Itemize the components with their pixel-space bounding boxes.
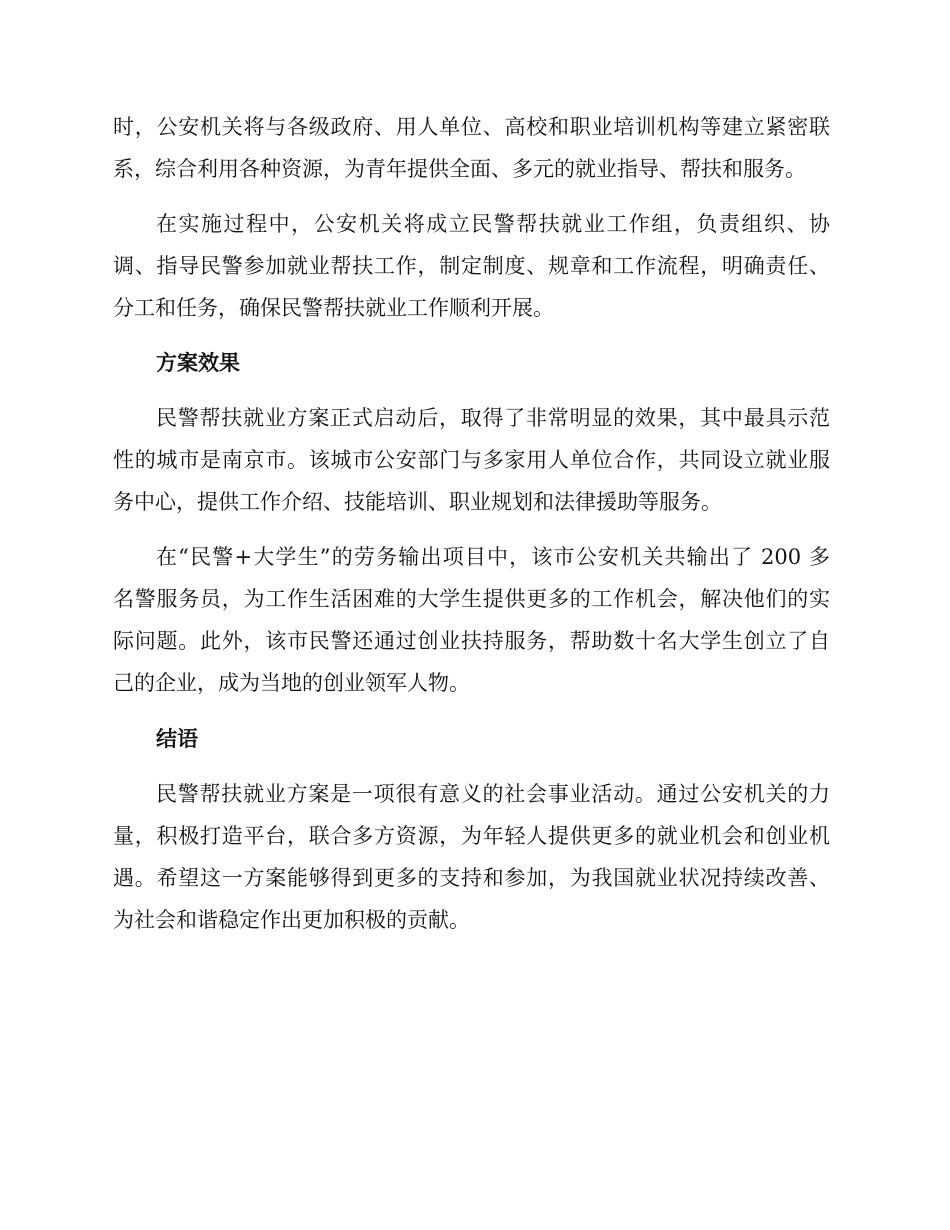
paragraph-line: 际问题。此外，该市民警还通过创业扶持服务，帮助数十名大学生创立了自 <box>113 629 830 653</box>
paragraph-line: 在“民警+大学生”的劳务输出项目中，该市公安机关共输出了 200 多 <box>156 545 830 569</box>
paragraph-line: 遇。希望这一方案能够得到更多的支持和参加，为我国就业状况持续改善、 <box>113 866 830 890</box>
paragraph-line: 务中心，提供工作介绍、技能培训、职业规划和法律援助等服务。 <box>113 490 722 514</box>
paragraph-line: 时，公安机关将与各级政府、用人单位、高校和职业培训机构等建立紧密联 <box>113 115 830 139</box>
paragraph-line: 民警帮扶就业方案是一项很有意义的社会事业活动。通过公安机关的力 <box>156 782 830 806</box>
section-heading: 结语 <box>156 727 198 751</box>
paragraph-line: 分工和任务，确保民警帮扶就业工作顺利开展。 <box>113 296 554 320</box>
paragraph-line: 为社会和谐稳定作出更加积极的贡献。 <box>113 908 470 932</box>
paragraph-line: 名警服务员，为工作生活困难的大学生提供更多的工作机会，解决他们的实 <box>113 587 830 611</box>
paragraph-line: 量，积极打造平台，联合多方资源，为年轻人提供更多的就业机会和创业机 <box>113 824 830 848</box>
paragraph-line: 在实施过程中，公安机关将成立民警帮扶就业工作组，负责组织、协 <box>156 212 830 236</box>
paragraph-line: 调、指导民警参加就业帮扶工作，制定制度、规章和工作流程，明确责任、 <box>113 254 830 278</box>
paragraph-line: 民警帮扶就业方案正式启动后，取得了非常明显的效果，其中最具示范 <box>156 406 830 430</box>
paragraph-line: 己的企业，成为当地的创业领军人物。 <box>113 671 470 695</box>
paragraph-line: 系，综合利用各种资源，为青年提供全面、多元的就业指导、帮扶和服务。 <box>113 157 806 181</box>
paragraph-line: 性的城市是南京市。该城市公安部门与多家用人单位合作，共同设立就业服 <box>113 448 830 472</box>
section-heading: 方案效果 <box>156 351 240 375</box>
